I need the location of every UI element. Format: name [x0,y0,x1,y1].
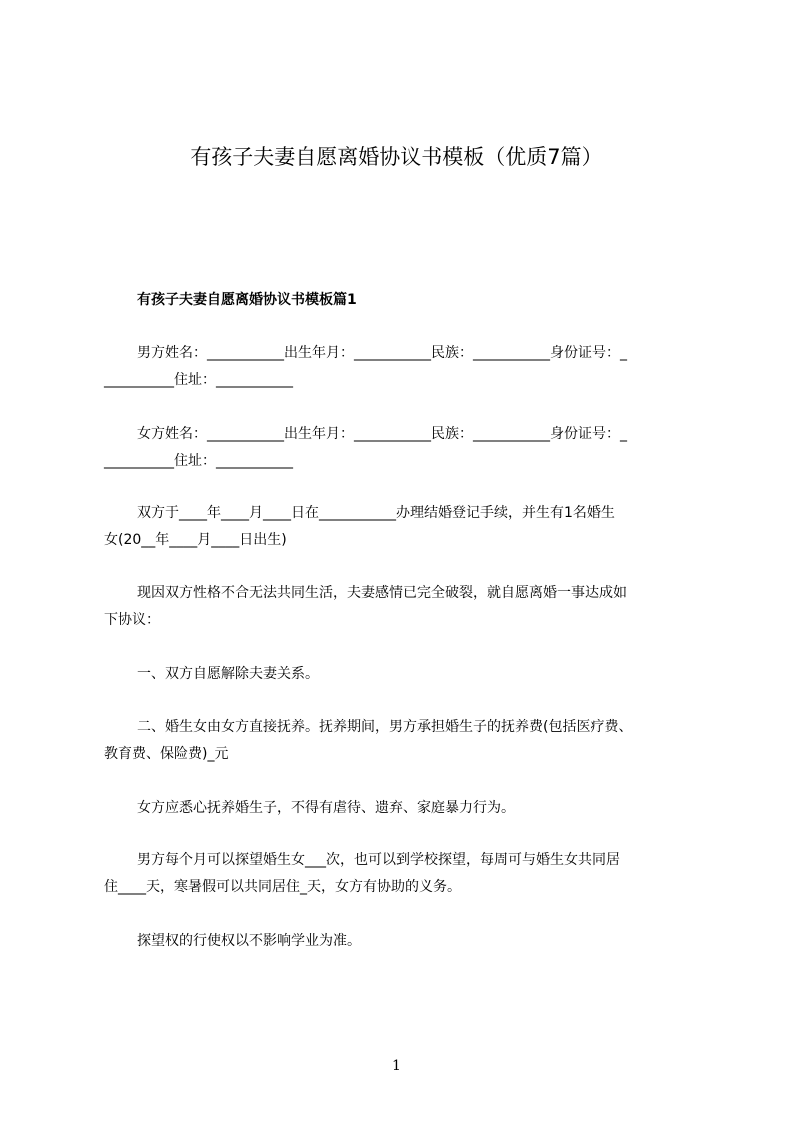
paragraph-marriage-registration [104,500,700,554]
paragraph-line: 一、双方自愿解除夫妻关系。 [137,666,319,682]
document-title: 有孩子夫妻自愿离婚协议书模板（优质7篇） [190,145,603,169]
paragraph-line: 女(20__年____月____日出生) [104,532,287,548]
page-number: 1 [392,1058,401,1074]
paragraph-line: 女方应悉心抚养婚生子，不得有虐待、遗弃、家庭暴力行为。 [137,800,515,816]
paragraph-child-care [104,795,700,822]
paragraph-line: 住____天，寒暑假可以共同居住_天，女方有协助的义务。 [104,879,461,895]
paragraph-clause-2 [104,714,700,768]
paragraph-visitation-rights [104,928,700,955]
paragraph-line: 二、婚生女由女方直接抚养。抚养期间，男方承担婚生子的抚养费(包括医疗费、 [137,719,633,735]
paragraph-line: 女方姓名：___________出生年月：___________民族：___________身份证号：_ [137,426,627,442]
section-heading: 有孩子夫妻自愿离婚协议书模板篇1 [137,292,357,308]
paragraph-line: __________住址：___________ [104,453,293,469]
paragraph-line: __________住址：___________ [104,372,293,388]
paragraph-line: 双方于____年____月____日在___________办理结婚登记手续，并生有1名婚生 [137,505,615,521]
paragraph-line: 探望权的行使权以不影响学业为准。 [137,933,361,949]
paragraph-visitation [104,847,700,901]
paragraph-line: 现因双方性格不合无法共同生活，夫妻感情已完全破裂，就自愿离婚一事达成如 [137,585,627,601]
paragraph-female-info [104,421,700,475]
paragraph-line: 男方姓名：___________出生年月：___________民族：___________身份证号：_ [137,345,627,361]
paragraph-male-info [104,340,700,394]
paragraph-line: 男方每个月可以探望婚生女___次，也可以到学校探望，每周可与婚生女共同居 [137,852,620,868]
paragraph-line: 教育费、保险费)_元 [104,746,229,762]
paragraph-line: 下协议： [104,612,160,628]
paragraph-divorce-reason [104,580,700,634]
paragraph-clause-1 [104,661,700,688]
